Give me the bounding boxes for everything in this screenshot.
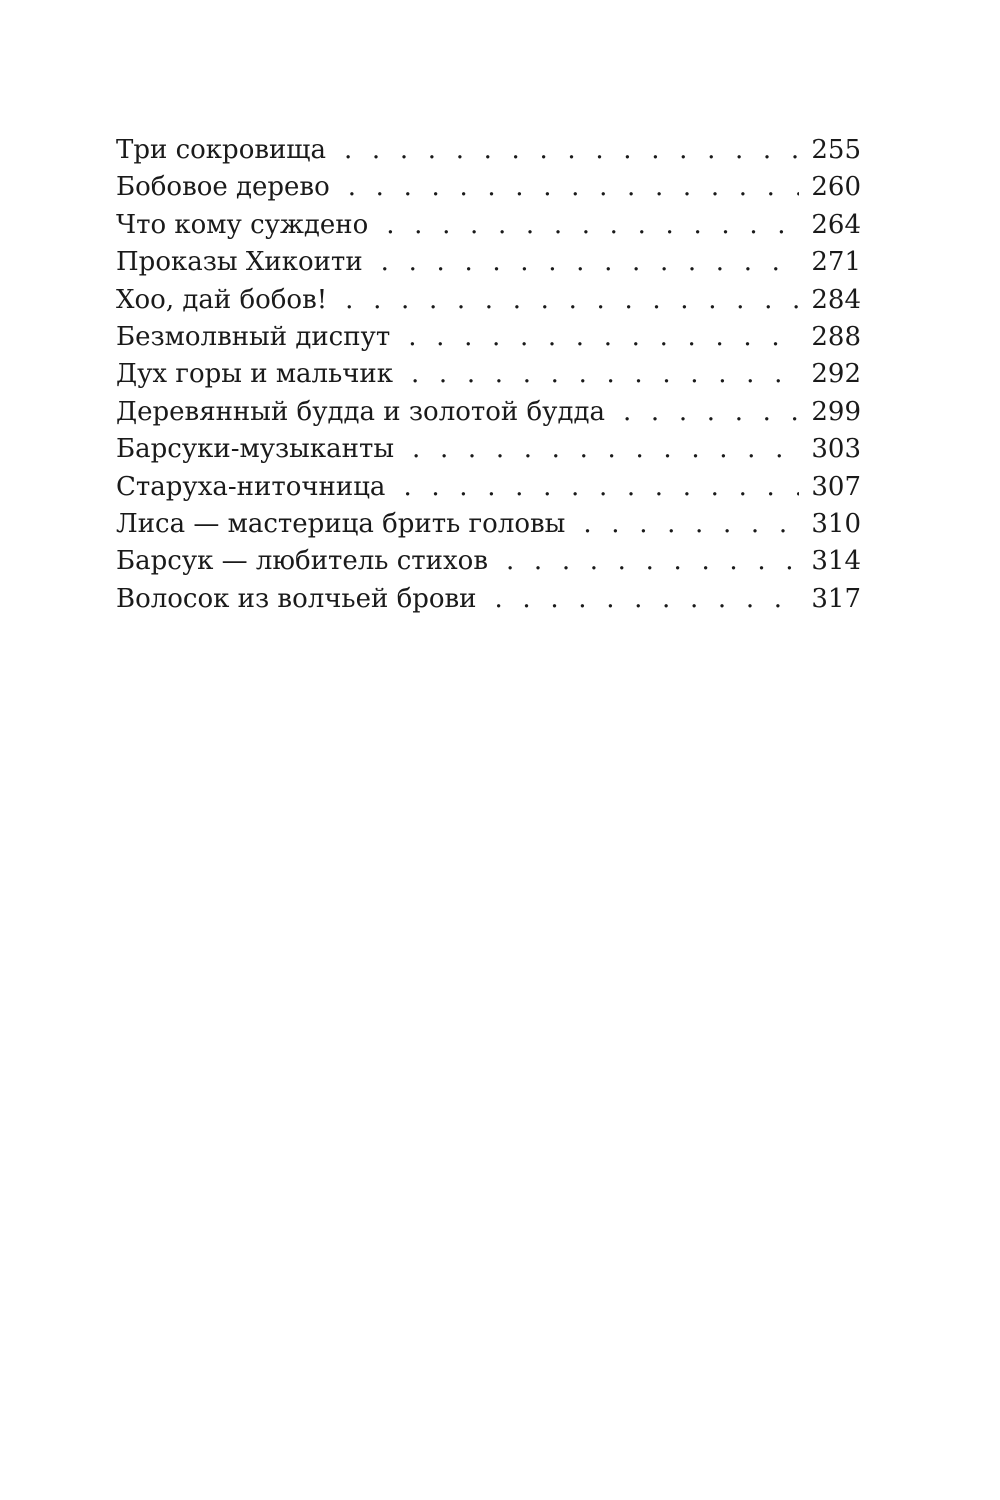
toc-entry-page: 307 — [811, 471, 861, 502]
dot-leader — [623, 397, 799, 427]
toc-entry-title: Бобовое дерево — [116, 172, 330, 203]
toc-entry — [116, 397, 861, 434]
dot-leader — [386, 210, 799, 240]
toc-entry — [116, 359, 861, 396]
toc-entry — [116, 210, 861, 247]
toc-entry-page: 314 — [811, 546, 861, 577]
dot-leader — [344, 135, 799, 165]
toc-entry-page: 255 — [811, 135, 861, 165]
toc-entry-title: Барсуки-музыканты — [116, 434, 395, 465]
toc-entry-page: 271 — [811, 247, 861, 278]
dot-leader — [494, 584, 799, 614]
toc-entry — [116, 584, 861, 621]
toc-entry-page: 317 — [811, 583, 861, 614]
toc-entry-title: Три сокровища — [116, 135, 326, 165]
dot-leader — [345, 285, 799, 315]
toc-entry-page: 288 — [811, 321, 861, 352]
toc-entry — [116, 472, 861, 509]
toc-entry — [116, 322, 861, 359]
toc-entry-page: 310 — [811, 508, 861, 539]
toc-entry-page: 260 — [811, 172, 861, 203]
dot-leader — [381, 247, 799, 277]
toc-entry-title: Дух горы и мальчик — [116, 359, 393, 390]
toc-entry-title: Хоо, дай бобов! — [116, 284, 328, 315]
toc-entry-title: Что кому суждено — [116, 209, 369, 240]
dot-leader — [408, 322, 799, 352]
toc-entry-page: 292 — [811, 359, 861, 390]
toc-entry-title: Волосок из волчьей брови — [116, 583, 477, 614]
toc-entry-title: Лиса — мастерица брить головы — [116, 508, 566, 539]
dot-leader — [411, 359, 799, 389]
toc-entry — [116, 247, 861, 284]
toc-entry-page: 284 — [811, 284, 861, 315]
dot-leader — [506, 546, 799, 576]
toc-entry — [116, 509, 861, 546]
table-of-contents — [116, 135, 861, 621]
dot-leader — [412, 434, 799, 464]
toc-entry — [116, 135, 861, 172]
toc-entry-page: 303 — [811, 434, 861, 465]
toc-entry-page: 299 — [811, 396, 861, 427]
dot-leader — [583, 509, 799, 539]
dot-leader — [348, 172, 799, 202]
toc-entry-title: Барсук — любитель стихов — [116, 546, 488, 577]
toc-entry-title: Деревянный будда и золотой будда — [116, 396, 605, 427]
toc-entry-title: Проказы Хикоити — [116, 247, 363, 278]
toc-entry — [116, 546, 861, 583]
toc-entry-title: Безмолвный диспут — [116, 321, 391, 352]
dot-leader — [403, 472, 799, 502]
toc-entry — [116, 285, 861, 322]
toc-entry — [116, 434, 861, 471]
toc-entry-title: Старуха-ниточница — [116, 471, 386, 502]
toc-entry-page: 264 — [811, 209, 861, 240]
toc-entry — [116, 172, 861, 209]
